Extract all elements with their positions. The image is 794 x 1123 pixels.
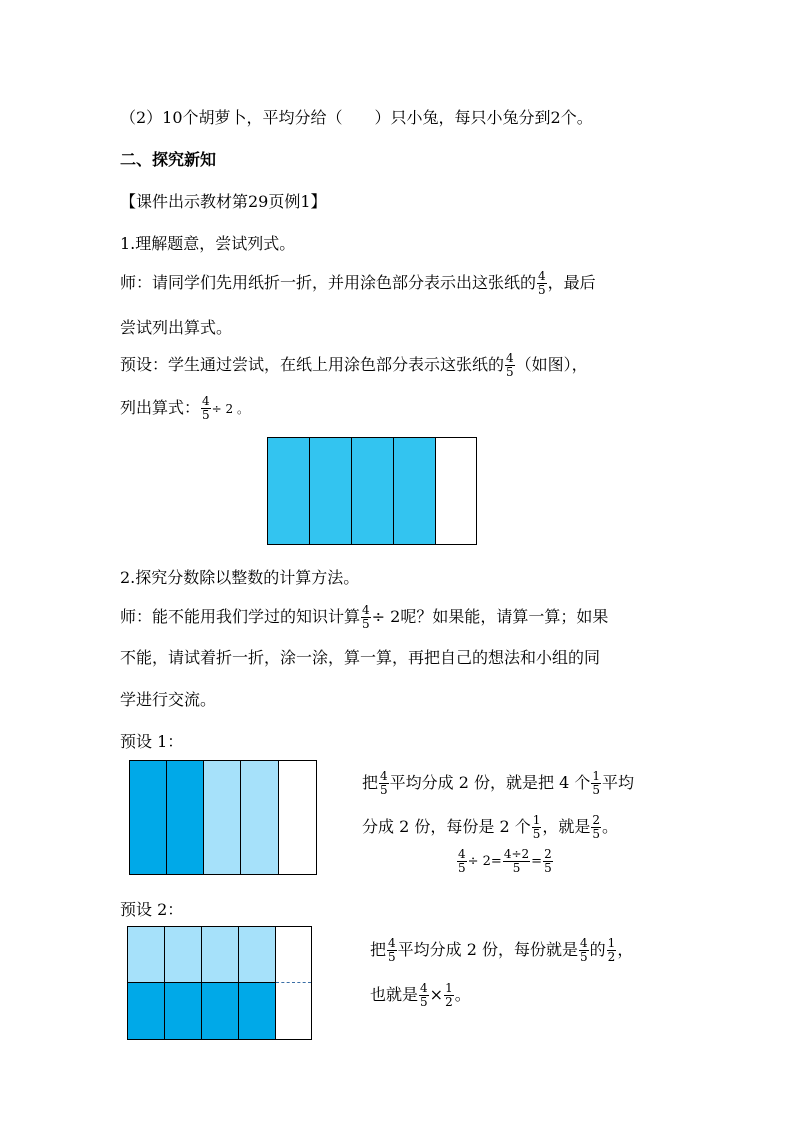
figure-cell-dark xyxy=(166,760,204,875)
step-2-heading: 2.探究分数除以整数的计算方法。 xyxy=(120,568,360,587)
preset-line-text: 预设：学生通过尝试，在纸上用涂色部分表示这张纸的 xyxy=(120,355,505,374)
fraction-four-fifths: $\frac{4}{5}$ xyxy=(538,269,546,297)
teacher-line-1-cont: 尝试列出算式。 xyxy=(120,318,233,337)
teacher-line-2-cont: 不能，请试着折一折，涂一涂，算一算，再把自己的想法和小组的同 xyxy=(120,648,601,667)
figure-cell-blank xyxy=(278,760,317,875)
figure-cell-blank xyxy=(275,926,312,1040)
fraction-four-fifths: $\frac{4}{5}$ xyxy=(362,603,370,631)
dashed-divider xyxy=(276,982,311,983)
fraction-one-half: $\frac{1}{2}$ xyxy=(445,981,453,1009)
figure-cell-shaded xyxy=(267,437,310,545)
figure-cell-light xyxy=(164,926,202,983)
figure-cell-dark xyxy=(238,982,276,1040)
figure-cell-dark xyxy=(129,760,167,875)
teacher-line-2-cont2: 学进行交流。 xyxy=(120,690,217,709)
question-2-line: （2）10个胡萝卜，平均分给（ ）只小兔，每只小兔分到2个。 xyxy=(120,108,593,127)
figure-cell-blank xyxy=(435,437,477,545)
text: 把 xyxy=(370,940,387,959)
text: 平均 xyxy=(602,773,635,792)
fraction-four-fifths: $\frac{4}{5}$ xyxy=(380,769,388,797)
fraction-four-fifths: $\frac{4}{5}$ xyxy=(388,936,396,964)
figure-cell-dark xyxy=(164,982,202,1040)
text: 平均分成 2 份，就是把 4 个 xyxy=(389,773,591,792)
figure-preset-1 xyxy=(129,760,317,875)
figure-four-fifths xyxy=(267,437,477,545)
preset-1-text-line-1 xyxy=(362,770,634,797)
teacher-line-2-text: 师：能不能用我们学过的知识计算 xyxy=(120,607,361,626)
preset-1-text-line-2 xyxy=(362,814,618,841)
preset-2-text-line-2 xyxy=(370,982,471,1009)
section-heading: 二、探究新知 xyxy=(120,150,217,169)
figure-cell-dark xyxy=(201,982,239,1040)
figure-cell-light xyxy=(238,926,276,983)
figure-cell-light xyxy=(203,760,241,875)
fraction-one-fifth: $\frac{1}{5}$ xyxy=(592,769,601,797)
text: 把 xyxy=(362,773,379,792)
text: ÷ 2= xyxy=(467,854,502,869)
teacher-line-1-tail: ，最后 xyxy=(547,273,596,292)
figure-preset-2 xyxy=(127,926,312,1040)
fraction-four-fifths: $\frac{4}{5}$ xyxy=(506,351,514,379)
figure-cell-dark xyxy=(127,982,165,1040)
preset-1-equation xyxy=(456,848,554,875)
text: ，就是 xyxy=(542,817,591,836)
fraction-one-half: $\frac{1}{2}$ xyxy=(607,936,616,964)
text: 的 xyxy=(589,940,606,959)
fraction-one-fifth: $\frac{1}{5}$ xyxy=(532,813,541,841)
text: 分成 2 份，每份是 2 个 xyxy=(362,817,531,836)
fraction-four-fifths: $\frac{4}{5}$ xyxy=(580,936,588,964)
text: 也就是 xyxy=(370,985,419,1004)
fraction-four-fifths: $\frac{4}{5}$ xyxy=(458,847,466,875)
text: 。 xyxy=(454,985,471,1004)
preset-formula-line xyxy=(120,395,249,422)
courseware-note: 【课件出示教材第29页例1】 xyxy=(120,192,327,211)
figure-cell-light xyxy=(127,926,165,983)
figure-cell-shaded xyxy=(351,437,394,545)
teacher-line-2-tail: ÷ 2呢？如果能，请算一算；如果 xyxy=(371,607,609,626)
figure-cell-light xyxy=(240,760,279,875)
preset-2-text-line-1 xyxy=(370,937,633,964)
fraction-four-fifths: $\frac{4}{5}$ xyxy=(420,981,428,1009)
preset-2-label: 预设 2： xyxy=(120,900,184,919)
preset-formula-tail: ÷ 2 。 xyxy=(211,402,249,416)
teacher-line-1-text: 师：请同学们先用纸折一折，并用涂色部分表示出这张纸的 xyxy=(120,273,537,292)
preset-1-label: 预设 1： xyxy=(120,732,184,751)
figure-cell-light xyxy=(201,926,239,983)
teacher-line-2 xyxy=(120,604,608,631)
fraction-two-fifths: $\frac{2}{5}$ xyxy=(544,847,552,875)
text: ， xyxy=(617,940,634,959)
preset-line-tail: （如图）， xyxy=(515,355,588,374)
text: 平均分成 2 份，每份就是 xyxy=(397,940,579,959)
fraction-four-div-two-over-five: $\frac{4\div 2}{5}$ xyxy=(503,847,530,875)
figure-cell-shaded xyxy=(309,437,352,545)
fraction-four-fifths: $\frac{4}{5}$ xyxy=(202,394,210,422)
text: × xyxy=(429,985,444,1004)
text: 。 xyxy=(602,817,619,836)
step-1-heading: 1.理解题意，尝试列式。 xyxy=(120,234,296,253)
text: = xyxy=(531,854,543,869)
teacher-line-1 xyxy=(120,270,596,297)
fraction-two-fifths: $\frac{2}{5}$ xyxy=(592,813,601,841)
preset-formula-label: 列出算式： xyxy=(120,398,201,417)
figure-cell-shaded xyxy=(393,437,436,545)
preset-line xyxy=(120,352,588,379)
